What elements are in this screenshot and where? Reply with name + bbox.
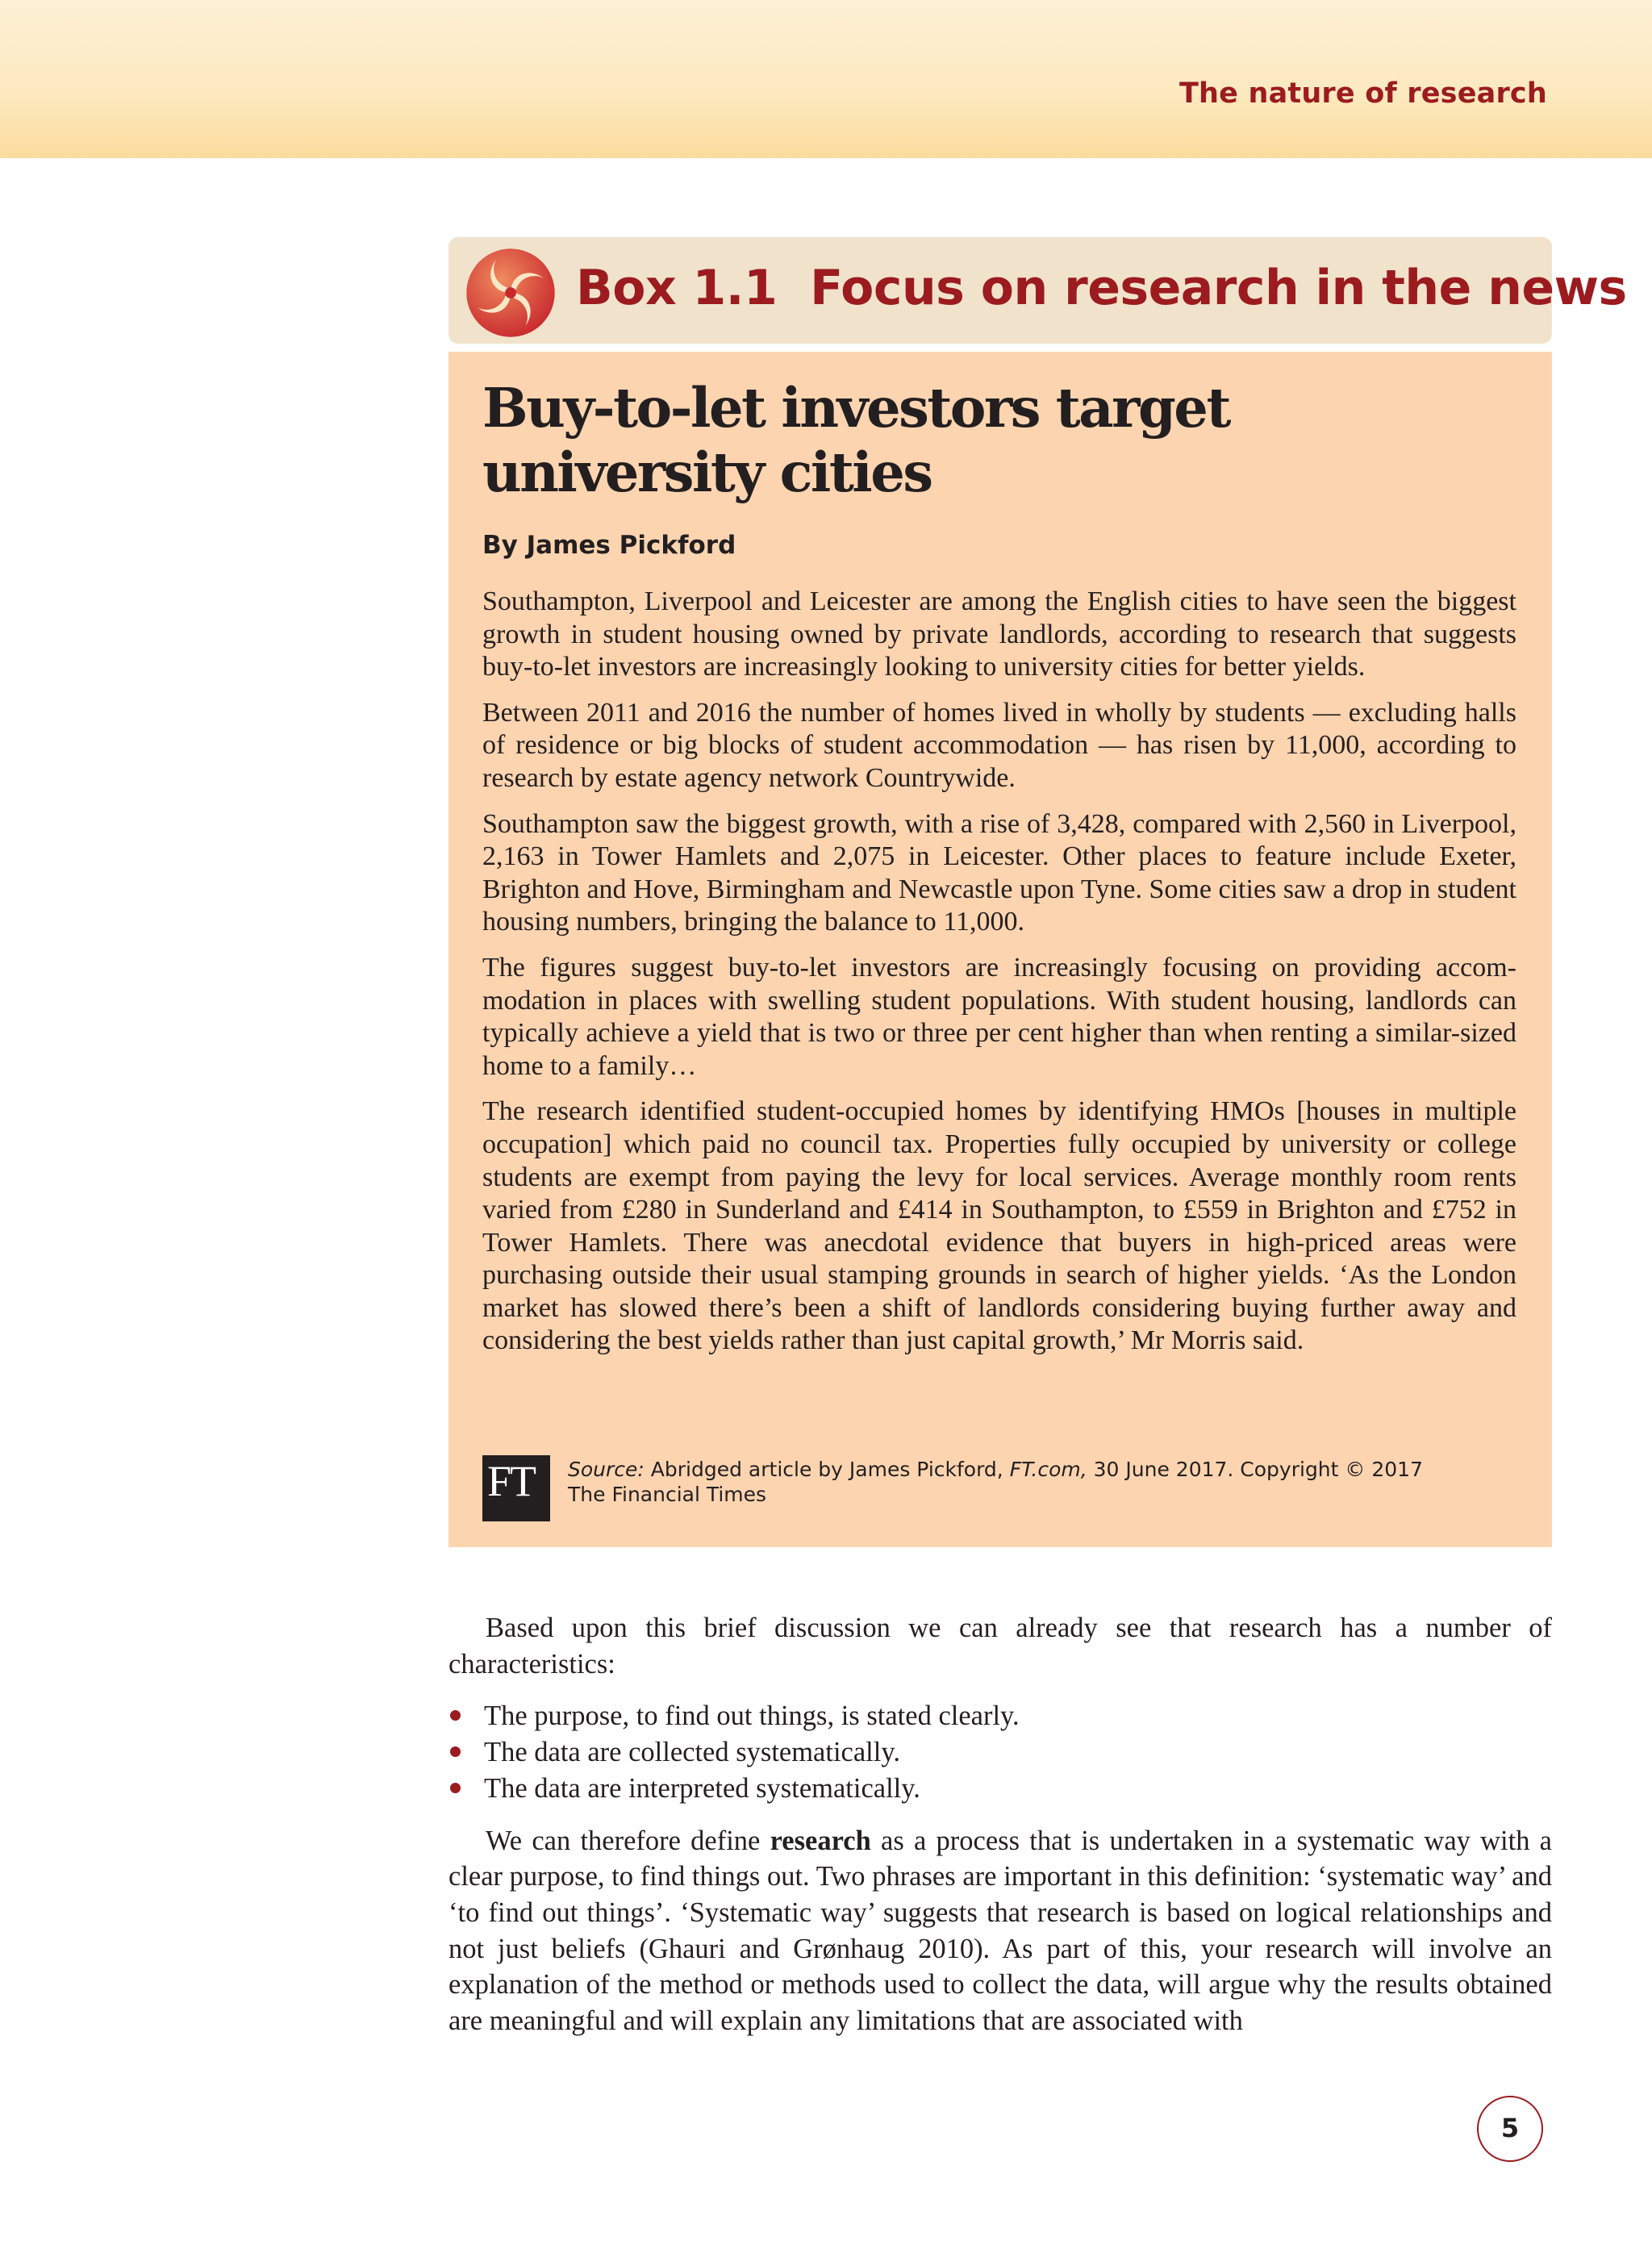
ft-logo: FT <box>482 1455 550 1521</box>
bullet-icon <box>450 1783 461 1793</box>
article-paragraph: The figures suggest buy-to-let investors are increasingly focusing on providing accommodation in places with swelling student populations. With student housing, landlords can typically achieve a yield that is two or three per cent higher than when renting a similar-sized home to a family… <box>482 952 1516 1081</box>
source-publication: FT.com, <box>1009 1458 1087 1481</box>
source-text-part: Abridged article by James Pickford, <box>644 1458 1010 1481</box>
main-text <box>448 1610 1552 2039</box>
page-number: 5 <box>1477 2096 1543 2162</box>
article-paragraph: Southampton saw the biggest growth, with a rise of 3,428, compared with 2,560 in Liverpool, 2,163 in Tower Hamlets and 2,075 in Leicester. Other places to feature include Exeter, Brighton and Hove, Birmingham and Newcastle upon Tyne. Some cities saw a drop in student housing numbers, bringing the balance to 11,000. <box>482 808 1516 937</box>
swirl-logo-icon <box>465 247 557 339</box>
list-item-text: The data are interpreted systematically. <box>484 1772 920 1804</box>
definition-text: as a process that is undertaken in a systematic way with a clear purpose, to find things out. Two phrases are important in this definition: ‘systematic way’ and ‘to find out things’. ‘Systematic way’ suggests that research is based on logical relationships and not just beliefs (Ghauri and Grønhaug 2010). As part of this, your research will involve an explanation of the method or methods used to collect the data, will argue why the results obtained are meaningful and will explain any limitations that are associated with <box>448 1825 1552 2037</box>
article-paragraph: Between 2011 and 2016 the number of homes lived in wholly by students — excluding halls of residence or big blocks of student accommodation — has risen by 11,000, according to research by estate agency network Countrywide. <box>482 697 1516 793</box>
intro-paragraph: Based upon this brief discussion we can already see that research has a number of characteristics: <box>448 1613 1552 1680</box>
article-text <box>482 586 1516 1371</box>
list-item <box>448 1698 1552 1734</box>
list-item-text: The data are collected systematically. <box>484 1737 900 1768</box>
source-label: Source: <box>568 1458 645 1481</box>
box-title-text: Focus on research in the news <box>810 260 1627 316</box>
definition-paragraph <box>448 1823 1552 2039</box>
box-label: Box 1.1 <box>576 260 778 316</box>
list-item-text: The purpose, to find out things, is stated clearly. <box>484 1700 1020 1732</box>
characteristics-list <box>448 1698 1552 1806</box>
source-text <box>568 1457 1423 1507</box>
source-line-2: The Financial Times <box>568 1483 767 1506</box>
box-body <box>448 352 1552 1547</box>
source-text-part: 30 June 2017. Copyright © 2017 <box>1087 1458 1423 1481</box>
definition-term: research <box>770 1825 871 1856</box>
article-paragraph: Southampton, Liverpool and Leicester are among the English cities to have seen the biggest growth in student housing owned by private landlords, according to research that suggests buy-to-let investors are increasingly looking to university cities for better yields. <box>482 586 1516 682</box>
article-headline: Buy-to-let investors target university cities <box>482 376 1229 504</box>
bullet-icon <box>450 1710 461 1721</box>
box-title <box>576 260 1627 316</box>
box-header <box>448 237 1627 344</box>
definition-text: We can therefore define <box>486 1825 770 1856</box>
bullet-icon <box>450 1746 461 1757</box>
article-paragraph: The research identified student-occupied homes by identifying HMOs [houses in multiple occupation] which paid no council tax. Properties fully occupied by university or college students are exempt from paying the levy for local services. Average monthly room rents varied from £280 in Sunderland and £414 in Southampton, to £559 in Brighton and £752 in Tower Hamlets. There was anecdotal evidence that buyers in high-priced areas were purchasing outside their usual stamping grounds in search of higher yields. ‘As the London market has slowed there’s been a shift of landlords considering buying further away and considering the best yields rather than just capital growth,’ Mr Morris said. <box>482 1096 1516 1356</box>
list-item <box>448 1734 1552 1771</box>
list-item <box>448 1771 1552 1807</box>
source-credit <box>482 1455 1516 1521</box>
article-byline: By James Pickford <box>482 531 736 560</box>
running-head: The nature of research <box>1179 77 1547 110</box>
